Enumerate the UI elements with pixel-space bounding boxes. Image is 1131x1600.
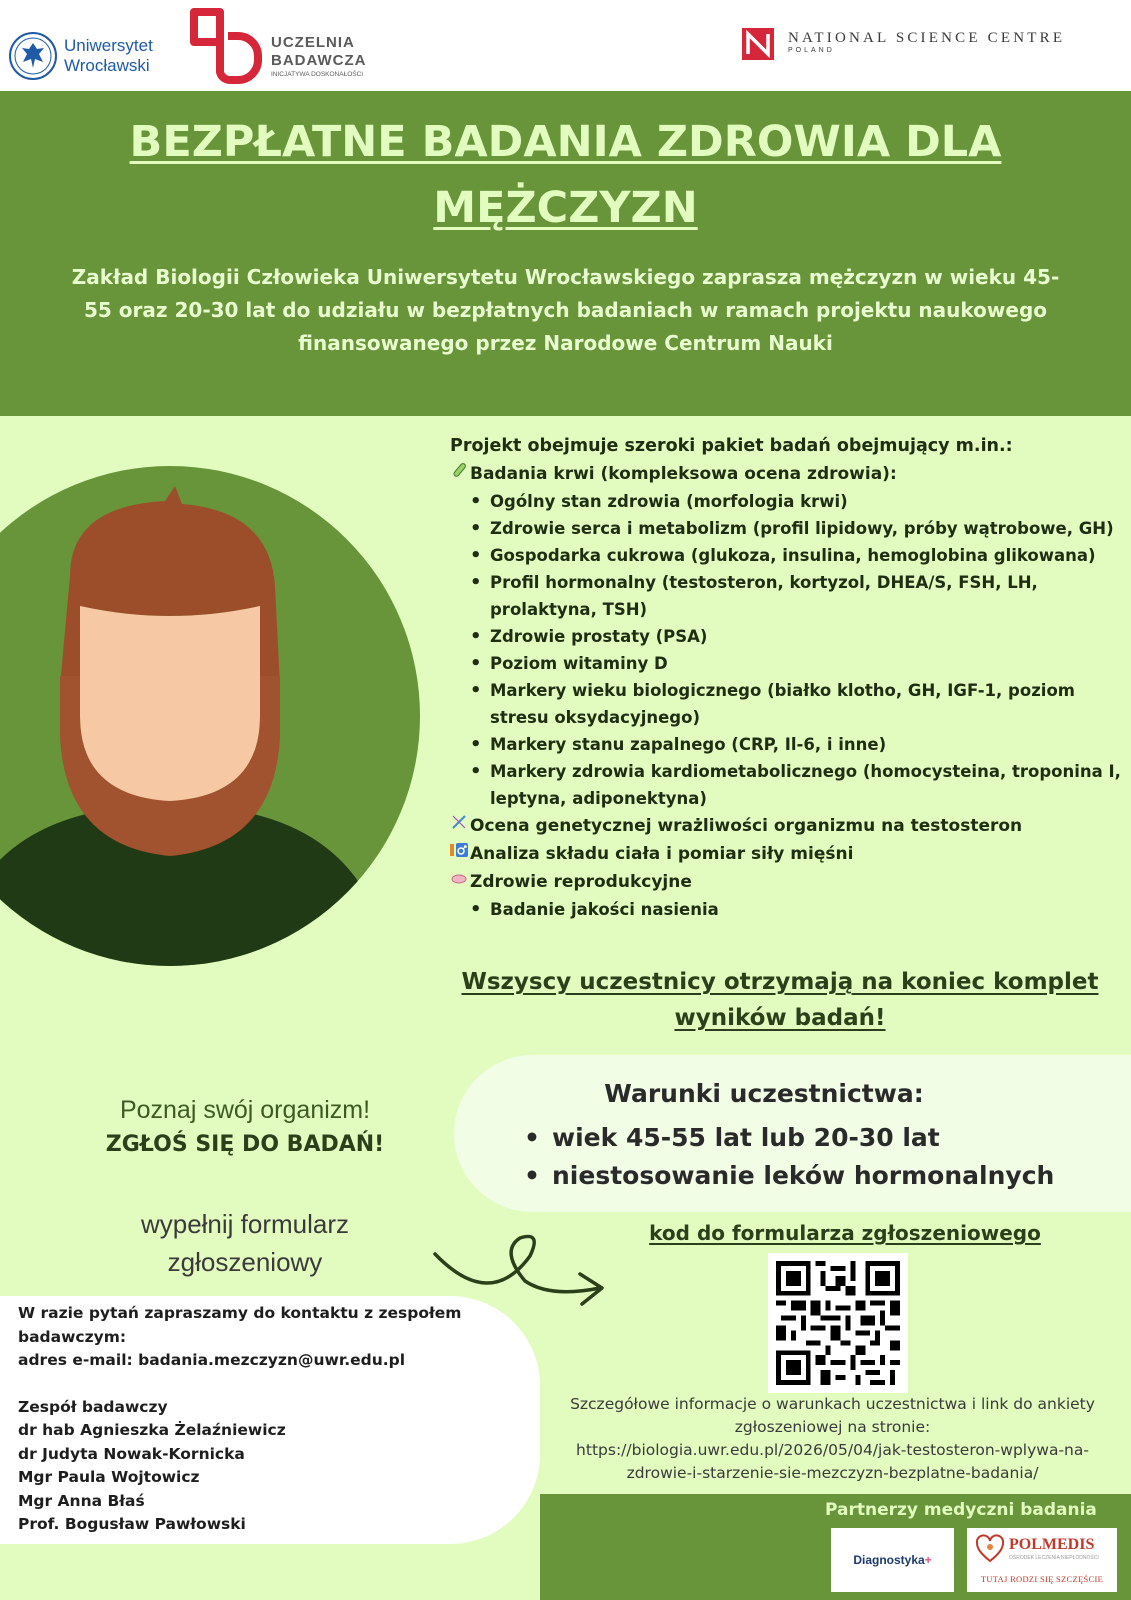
ncn-mark-icon [742, 28, 774, 60]
list-item: • Zdrowie serca i metabolizm (profil lipidowy, próby wątrobowe, GH) [466, 515, 1130, 542]
team-member: dr hab Agnieszka Żelaźniewicz [18, 1421, 286, 1439]
cta-line1: Poznaj swój organizm! [119, 1096, 371, 1124]
header-band [0, 91, 1131, 416]
ub-mark-icon [186, 6, 264, 86]
list-item: • Markery wieku biologicznego (białko klotho, GH, IGF-1, poziom stresu oksydacyjnego) [466, 677, 1130, 731]
list-item: • Profil hormonalny (testosteron, kortyzol, DHEA/S, FSH, LH, prolaktyna, TSH) [466, 569, 1130, 623]
conditions-list [524, 1119, 1054, 1195]
uwr-name-line2: Wrocławski [64, 56, 150, 75]
team-member: Prof. Bogusław Pawłowski [18, 1515, 246, 1533]
repro-section-heading [450, 868, 1130, 896]
body-section [450, 840, 1130, 868]
heart-icon [975, 1534, 1005, 1564]
team-member: dr Judyta Nowak-Kornicka [18, 1444, 245, 1463]
qr-code[interactable] [768, 1253, 908, 1393]
genetic-section [450, 812, 1130, 840]
list-item: • Poziom witaminy D [466, 650, 1130, 677]
page-title: BEZPŁATNE BADANIA ZDROWIA DLA MĘŻCZYZN [129, 117, 1002, 233]
partners-band [540, 1494, 1131, 1600]
intro-text: Zakład Biologii Człowieka Uniwersytetu Wrocławskiego zaprasza mężczyzn w wieku 45-55 oraz 20-30 lat do udziału w bezpłatnych badaniach w ramach projektu naukowego finansowanego przez Narodowe Centrum Nauki [71, 265, 1060, 355]
info-url-link[interactable]: https://biologia.uwr.edu.pl/2026/05/04/jak-testosteron-wplywa-na-zdrowie-i-starzenie-sie-mezczyzn-bezplatne-badania/ [576, 1441, 1089, 1482]
info-text [550, 1393, 1115, 1485]
uwr-name-line1: Uniwersytet [64, 36, 153, 55]
contact-box [0, 1296, 540, 1544]
petri-dish-icon [450, 868, 468, 896]
ub-tagline: INICJATYWA DOSKONAŁOŚCI [271, 71, 364, 78]
polmedis-logo [967, 1528, 1117, 1592]
test-tube-icon [450, 460, 468, 488]
ncn-country: POLAND [788, 47, 835, 54]
uczelnia-badawcza-logo [186, 6, 376, 86]
person-male-icon [450, 840, 468, 868]
polmedis-tagline: TUTAJ RODZI SIĘ SZCZĘŚCIE [980, 1574, 1104, 1584]
qr-title: kod do formularza zgłoszeniowego [649, 1221, 1041, 1245]
man-avatar-illustration [0, 466, 420, 966]
diagnostyka-plus: + [924, 1553, 932, 1567]
list-item: • Markery zdrowia kardiometabolicznego (homocysteina, troponina I, leptyna, adiponektyna) [466, 758, 1130, 812]
condition-item: • niestosowanie leków hormonalnych [524, 1157, 1054, 1195]
diagnostyka-name: Diagnostyka [853, 1553, 925, 1567]
list-item: • Badanie jakości nasienia [466, 896, 1130, 923]
ncn-logo [742, 28, 1112, 60]
blood-section-label: Badania krwi (kompleksowa ocena zdrowia): [470, 464, 897, 484]
uwr-emblem-icon [8, 31, 58, 81]
team-title: Zespół badawczy [18, 1397, 168, 1416]
repro-label: Zdrowie reprodukcyjne [470, 872, 692, 892]
ub-line2: BADAWCZA [271, 52, 367, 69]
ub-line1: UCZELNIA [271, 34, 355, 51]
team-member: Mgr Anna Błaś [18, 1491, 145, 1510]
fill-form-text: wypełnij formularz zgłoszeniowy [140, 1209, 350, 1277]
conditions-box [454, 1055, 1131, 1212]
team-member: Mgr Paula Wojtowicz [18, 1468, 200, 1486]
cta-line2: ZGŁOŚ SIĘ DO BADAŃ! [105, 1132, 385, 1157]
repro-items-list [466, 896, 1130, 923]
contact-email[interactable]: adres e-mail: badania.mezczyzn@uwr.edu.pl [18, 1351, 406, 1369]
blood-items-list [466, 488, 1130, 812]
list-item: • Markery stanu zapalnego (CRP, Il-6, i inne) [466, 731, 1130, 758]
conditions-title: Warunki uczestnictwa: [604, 1079, 924, 1108]
dna-icon [450, 812, 468, 840]
call-to-action [60, 1093, 430, 1163]
diagnostyka-logo [831, 1528, 954, 1592]
info-description: Szczegółowe informacje o warunkach uczestnictwa i link do ankiety zgłoszeniowej na stronie: [570, 1395, 1095, 1436]
blood-section-heading [450, 460, 1130, 488]
exams-list [450, 432, 1130, 923]
list-item: • Gospodarka cukrowa (glukoza, insulina, hemoglobina glikowana) [466, 542, 1130, 569]
polmedis-name: POLMEDIS [1009, 1536, 1095, 1553]
body-label: Analiza składu ciała i pomiar siły mięśni [470, 844, 854, 864]
genetic-label: Ocena genetycznej wrażliwości organizmu na testosteron [470, 816, 1023, 836]
uwr-logo [8, 28, 168, 84]
qr-code-image [776, 1261, 900, 1385]
polmedis-sub: OŚRODEK LECZENIA NIEPŁODNOŚCI [1009, 1555, 1099, 1561]
all-results-note: Wszyscy uczestnicy otrzymają na koniec komplet wyników badań! [461, 969, 1099, 1031]
contact-intro: W razie pytań zapraszamy do kontaktu z zespołem badawczym: [18, 1304, 462, 1346]
ncn-name: NATIONAL SCIENCE CENTRE [788, 30, 1066, 46]
list-item: • Zdrowie prostaty (PSA) [466, 623, 1130, 650]
condition-item: • wiek 45-55 lat lub 20-30 lat [524, 1119, 1054, 1157]
list-item: • Ogólny stan zdrowia (morfologia krwi) [466, 488, 1130, 515]
partners-title: Partnerzy medyczni badania [825, 1500, 1097, 1520]
exams-heading: Projekt obejmuje szeroki pakiet badań obejmujący m.in.: [450, 436, 1013, 456]
